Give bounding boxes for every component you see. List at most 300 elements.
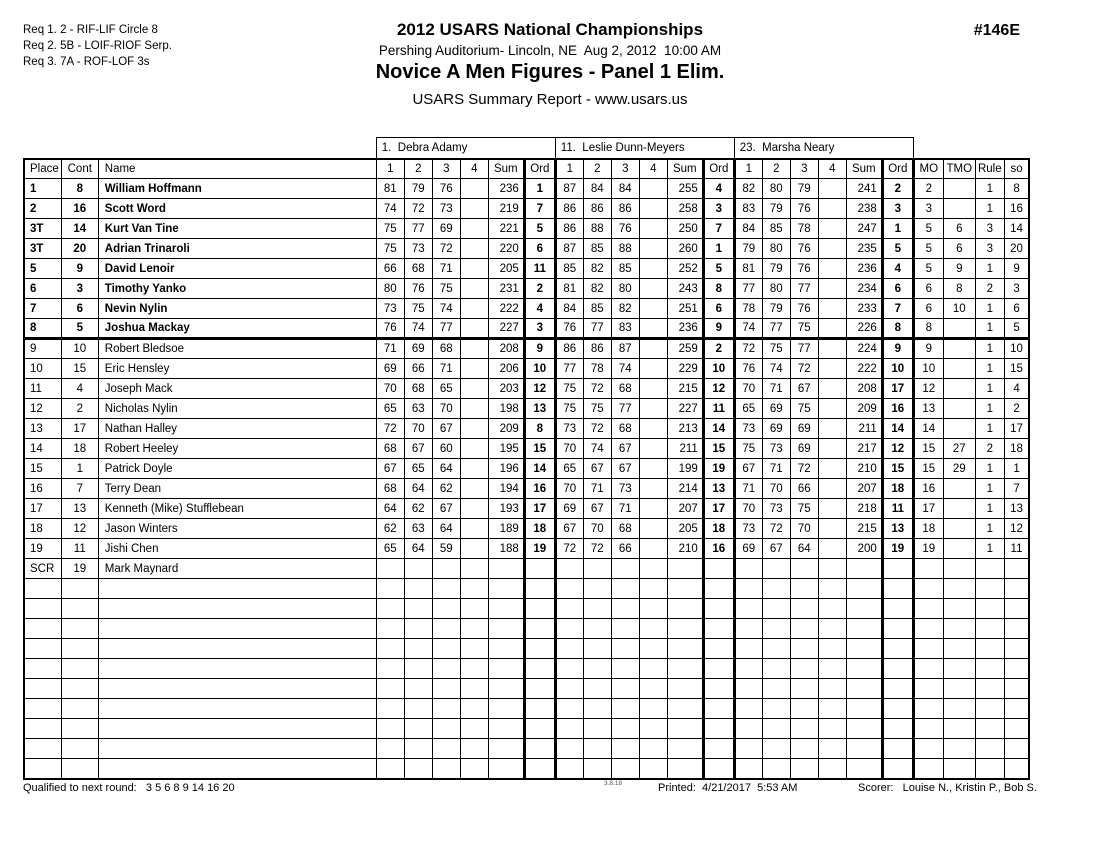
judge2-ordinal-cell <box>703 639 734 659</box>
judge3-ordinal-cell: 12 <box>882 439 913 459</box>
judge3-score-2-cell <box>762 659 790 679</box>
judge1-score-2-cell: 69 <box>404 339 432 359</box>
judge3-score-4-cell <box>818 399 846 419</box>
judge3-score-2-cell <box>762 579 790 599</box>
judge2-ordinal-cell <box>703 619 734 639</box>
judge2-score-3-cell: 71 <box>611 499 639 519</box>
name-cell: Robert Bledsoe <box>98 339 376 359</box>
judge2-ordinal-cell: 19 <box>703 459 734 479</box>
judge1-score-1-cell: 66 <box>376 259 404 279</box>
qualified-next-round: Qualified to next round: 3 5 6 8 9 14 16 20 <box>23 782 235 794</box>
result-row <box>24 439 1029 459</box>
judge-name-header-1: 1. Debra Adamy <box>376 138 555 159</box>
judge3-score-3-cell: 64 <box>790 539 818 559</box>
place-cell: 7 <box>24 299 61 319</box>
mo-cell: 19 <box>913 539 943 559</box>
rule-cell: 2 <box>975 439 1004 459</box>
judge3-ordinal-cell <box>882 619 913 639</box>
so-cell: 7 <box>1004 479 1029 499</box>
contestant-number-cell <box>61 599 98 619</box>
name-cell: Jason Winters <box>98 519 376 539</box>
judge1-score-1-cell: 68 <box>376 439 404 459</box>
judge2-score-4-cell <box>639 199 667 219</box>
judge1-ordinal-cell: 5 <box>524 219 555 239</box>
judge3-sum-cell: 238 <box>846 199 882 219</box>
judge2-sum-cell: 260 <box>667 239 703 259</box>
judge3-score-1-cell <box>734 659 762 679</box>
judge2-sum-cell <box>667 559 703 579</box>
judge2-score-1-cell <box>555 679 583 699</box>
judge2-score-4-cell <box>639 539 667 559</box>
judge3-score-3-cell <box>790 579 818 599</box>
tmo-cell <box>943 479 975 499</box>
judge3-score-4-cell <box>818 319 846 339</box>
result-row <box>24 399 1029 419</box>
requirement-line-3: Req 3. 7A - ROF-LOF 3s <box>23 56 150 68</box>
judge2-sum-cell: 229 <box>667 359 703 379</box>
judge2-score-2-cell: 78 <box>583 359 611 379</box>
mo-cell <box>913 579 943 599</box>
empty-row <box>24 739 1029 759</box>
judge1-ordinal-cell <box>524 719 555 739</box>
contestant-number-cell: 17 <box>61 419 98 439</box>
judge3-score-1-cell: 77 <box>734 279 762 299</box>
judge3-score-4-cell <box>818 599 846 619</box>
contestant-number-cell: 4 <box>61 379 98 399</box>
judge1-score-1-cell: 69 <box>376 359 404 379</box>
judge2-score-3-cell: 83 <box>611 319 639 339</box>
judge3-sum-cell: 222 <box>846 359 882 379</box>
judge2-score-4-cell <box>639 639 667 659</box>
judge3-score-2-cell: 69 <box>762 399 790 419</box>
name-cell <box>98 599 376 619</box>
judge2-score-3-cell <box>611 579 639 599</box>
judge3-sum-cell <box>846 719 882 739</box>
judge2-score-1-cell: 85 <box>555 259 583 279</box>
judge2-sum-cell <box>667 699 703 719</box>
judge2-ordinal-cell <box>703 599 734 619</box>
judge3-score-3-cell: 77 <box>790 279 818 299</box>
venue-date-line: Pershing Auditorium- Lincoln, NE Aug 2, 2012 10:00 AM <box>378 43 722 58</box>
rule-cell: 1 <box>975 459 1004 479</box>
judge2-score-4-cell <box>639 559 667 579</box>
judge1-score-4-cell <box>460 259 488 279</box>
judge1-sum-cell: 208 <box>488 339 524 359</box>
judge2-score-3-cell: 87 <box>611 339 639 359</box>
judge1-score-3-cell: 70 <box>432 399 460 419</box>
place-cell <box>24 599 61 619</box>
rule-cell <box>975 739 1004 759</box>
judge3-ordinal-cell: 15 <box>882 459 913 479</box>
rule-cell: 1 <box>975 199 1004 219</box>
judge1-score-1-cell <box>376 719 404 739</box>
judge3-score-1-cell <box>734 759 762 779</box>
judge3-score-1-cell <box>734 639 762 659</box>
judge2-score-3-cell <box>611 719 639 739</box>
column-header-row <box>24 159 1029 179</box>
contestant-number-cell <box>61 699 98 719</box>
judge2-score-4-cell <box>639 439 667 459</box>
judge3-score-3-cell <box>790 719 818 739</box>
empty-row <box>24 599 1029 619</box>
judge1-sum-cell: 203 <box>488 379 524 399</box>
judge1-score-2-cell: 72 <box>404 199 432 219</box>
column-header-judge1-2: 2 <box>404 159 432 179</box>
judge1-score-3-cell: 59 <box>432 539 460 559</box>
judge3-score-2-cell: 67 <box>762 539 790 559</box>
judge2-ordinal-cell: 13 <box>703 479 734 499</box>
result-row <box>24 479 1029 499</box>
name-cell: Kurt Van Tine <box>98 219 376 239</box>
judge1-sum-cell <box>488 619 524 639</box>
judge1-score-1-cell <box>376 619 404 639</box>
result-row <box>24 299 1029 319</box>
judge1-score-1-cell: 74 <box>376 199 404 219</box>
place-cell <box>24 679 61 699</box>
mo-cell: 5 <box>913 239 943 259</box>
judge3-sum-cell: 215 <box>846 519 882 539</box>
judge3-score-1-cell <box>734 679 762 699</box>
judge2-score-3-cell: 82 <box>611 299 639 319</box>
result-row <box>24 419 1029 439</box>
judge1-sum-cell <box>488 599 524 619</box>
result-row <box>24 539 1029 559</box>
rule-cell <box>975 579 1004 599</box>
tmo-cell: 6 <box>943 239 975 259</box>
rule-cell <box>975 699 1004 719</box>
contestant-number-cell: 5 <box>61 319 98 339</box>
column-header-judge3-1: 1 <box>734 159 762 179</box>
results-table-wrap <box>23 137 1030 780</box>
mo-cell <box>913 559 943 579</box>
judge2-score-4-cell <box>639 679 667 699</box>
judge3-score-1-cell: 75 <box>734 439 762 459</box>
judge2-score-1-cell: 73 <box>555 419 583 439</box>
judge1-score-1-cell <box>376 759 404 779</box>
contestant-number-cell <box>61 639 98 659</box>
contestant-number-cell <box>61 759 98 779</box>
mo-cell <box>913 639 943 659</box>
name-cell <box>98 639 376 659</box>
place-cell: 3T <box>24 219 61 239</box>
judge2-ordinal-cell: 14 <box>703 419 734 439</box>
judge1-sum-cell <box>488 719 524 739</box>
judge3-score-4-cell <box>818 499 846 519</box>
judge2-score-2-cell: 72 <box>583 539 611 559</box>
judge2-score-2-cell: 85 <box>583 299 611 319</box>
result-row <box>24 319 1029 339</box>
judge1-score-2-cell <box>404 619 432 639</box>
judge3-score-2-cell: 80 <box>762 179 790 199</box>
judge3-score-1-cell: 73 <box>734 519 762 539</box>
contestant-number-cell: 14 <box>61 219 98 239</box>
judge1-score-3-cell: 62 <box>432 479 460 499</box>
judge3-score-1-cell: 69 <box>734 539 762 559</box>
judge3-score-1-cell <box>734 739 762 759</box>
tmo-cell <box>943 719 975 739</box>
judge3-score-2-cell: 71 <box>762 379 790 399</box>
judge2-ordinal-cell: 17 <box>703 499 734 519</box>
judge3-score-1-cell <box>734 619 762 639</box>
so-cell: 5 <box>1004 319 1029 339</box>
contestant-number-cell: 3 <box>61 279 98 299</box>
so-cell: 9 <box>1004 259 1029 279</box>
judge2-score-1-cell: 77 <box>555 359 583 379</box>
result-row <box>24 379 1029 399</box>
judge2-score-2-cell <box>583 639 611 659</box>
judge2-score-1-cell <box>555 619 583 639</box>
judge2-score-4-cell <box>639 359 667 379</box>
judge1-sum-cell <box>488 559 524 579</box>
so-cell <box>1004 579 1029 599</box>
result-row <box>24 199 1029 219</box>
judge3-score-3-cell: 69 <box>790 419 818 439</box>
judge1-ordinal-cell <box>524 579 555 599</box>
contestant-number-cell: 6 <box>61 299 98 319</box>
judge2-score-2-cell: 75 <box>583 399 611 419</box>
judge2-score-2-cell: 72 <box>583 419 611 439</box>
judge1-score-2-cell <box>404 599 432 619</box>
judge3-sum-cell: 233 <box>846 299 882 319</box>
judge1-score-1-cell: 76 <box>376 319 404 339</box>
column-header-mo: MO <box>913 159 943 179</box>
mo-cell: 15 <box>913 459 943 479</box>
judge3-ordinal-cell <box>882 699 913 719</box>
judge3-score-1-cell: 81 <box>734 259 762 279</box>
judge3-score-2-cell: 80 <box>762 239 790 259</box>
judge1-score-4-cell <box>460 659 488 679</box>
judge-name-header-2: 11. Leslie Dunn-Meyers <box>555 138 734 159</box>
judge3-score-2-cell: 80 <box>762 279 790 299</box>
judge1-score-3-cell <box>432 759 460 779</box>
column-header-rule: Rule <box>975 159 1004 179</box>
judge1-ordinal-cell: 8 <box>524 419 555 439</box>
empty-row <box>24 619 1029 639</box>
judge3-score-1-cell: 82 <box>734 179 762 199</box>
judge2-score-2-cell: 85 <box>583 239 611 259</box>
judge3-sum-cell <box>846 579 882 599</box>
judge2-score-3-cell: 80 <box>611 279 639 299</box>
judge2-score-2-cell <box>583 759 611 779</box>
judge3-score-4-cell <box>818 719 846 739</box>
rule-cell: 1 <box>975 259 1004 279</box>
tmo-cell <box>943 359 975 379</box>
rule-cell <box>975 599 1004 619</box>
judge3-score-2-cell <box>762 599 790 619</box>
judge3-ordinal-cell: 18 <box>882 479 913 499</box>
name-cell: Scott Word <box>98 199 376 219</box>
place-cell: 9 <box>24 339 61 359</box>
column-header-so: so <box>1004 159 1029 179</box>
judge1-score-2-cell: 64 <box>404 479 432 499</box>
empty-row <box>24 639 1029 659</box>
judge3-score-3-cell: 76 <box>790 239 818 259</box>
judge1-score-1-cell <box>376 679 404 699</box>
judge2-sum-cell: 250 <box>667 219 703 239</box>
judge2-sum-cell: 258 <box>667 199 703 219</box>
judge3-score-3-cell <box>790 619 818 639</box>
judge1-sum-cell: 227 <box>488 319 524 339</box>
judge2-score-4-cell <box>639 719 667 739</box>
rule-cell <box>975 559 1004 579</box>
judge2-sum-cell: 214 <box>667 479 703 499</box>
judge1-sum-cell: 196 <box>488 459 524 479</box>
judge1-sum-cell <box>488 699 524 719</box>
result-row <box>24 359 1029 379</box>
judge1-score-4-cell <box>460 639 488 659</box>
judge1-sum-cell <box>488 659 524 679</box>
judge1-score-2-cell: 65 <box>404 459 432 479</box>
name-cell: Nathan Halley <box>98 419 376 439</box>
judge3-score-3-cell: 70 <box>790 519 818 539</box>
judge1-ordinal-cell: 3 <box>524 319 555 339</box>
rule-cell <box>975 659 1004 679</box>
judge3-score-2-cell: 73 <box>762 499 790 519</box>
requirement-line-1: Req 1. 2 - RIF-LIF Circle 8 <box>23 24 158 36</box>
judge1-score-4-cell <box>460 539 488 559</box>
name-cell: Patrick Doyle <box>98 459 376 479</box>
judge1-ordinal-cell <box>524 739 555 759</box>
judge-name-header-3: 23. Marsha Neary <box>734 138 913 159</box>
judge3-score-4-cell <box>818 459 846 479</box>
judge3-score-2-cell: 77 <box>762 319 790 339</box>
tmo-cell: 27 <box>943 439 975 459</box>
rule-cell: 1 <box>975 539 1004 559</box>
rule-cell: 2 <box>975 279 1004 299</box>
results-table <box>23 137 1030 780</box>
place-cell: 19 <box>24 539 61 559</box>
place-cell: 3T <box>24 239 61 259</box>
so-cell <box>1004 679 1029 699</box>
judge1-score-2-cell: 66 <box>404 359 432 379</box>
judge3-score-1-cell: 71 <box>734 479 762 499</box>
judge1-score-4-cell <box>460 379 488 399</box>
judge1-sum-cell: 220 <box>488 239 524 259</box>
judge1-sum-cell: 194 <box>488 479 524 499</box>
empty-row <box>24 719 1029 739</box>
tmo-cell <box>943 399 975 419</box>
judge1-sum-cell: 193 <box>488 499 524 519</box>
judge2-score-3-cell <box>611 639 639 659</box>
judge1-score-3-cell <box>432 719 460 739</box>
judge2-score-3-cell: 73 <box>611 479 639 499</box>
judge3-score-4-cell <box>818 439 846 459</box>
judge3-ordinal-cell <box>882 579 913 599</box>
judge2-sum-cell: 251 <box>667 299 703 319</box>
result-row <box>24 519 1029 539</box>
judge3-score-2-cell: 85 <box>762 219 790 239</box>
judge2-ordinal-cell: 5 <box>703 259 734 279</box>
judge2-score-2-cell: 67 <box>583 499 611 519</box>
judge1-ordinal-cell <box>524 639 555 659</box>
judge3-ordinal-cell: 4 <box>882 259 913 279</box>
judge1-sum-cell <box>488 679 524 699</box>
judge3-score-1-cell: 67 <box>734 459 762 479</box>
judge1-score-4-cell <box>460 579 488 599</box>
judge2-score-2-cell: 82 <box>583 259 611 279</box>
place-cell: 2 <box>24 199 61 219</box>
judge2-score-1-cell: 75 <box>555 379 583 399</box>
judge2-score-2-cell <box>583 719 611 739</box>
judge2-score-2-cell <box>583 739 611 759</box>
judge3-sum-cell: 209 <box>846 399 882 419</box>
tmo-cell <box>943 499 975 519</box>
judge2-ordinal-cell: 2 <box>703 339 734 359</box>
place-cell: SCR <box>24 559 61 579</box>
judge3-sum-cell <box>846 659 882 679</box>
judge3-sum-cell: 211 <box>846 419 882 439</box>
judge3-sum-cell: 200 <box>846 539 882 559</box>
tmo-cell <box>943 599 975 619</box>
judge3-score-4-cell <box>818 619 846 639</box>
judge2-sum-cell: 207 <box>667 499 703 519</box>
judge1-ordinal-cell: 7 <box>524 199 555 219</box>
column-header-judge2-sum: Sum <box>667 159 703 179</box>
judge1-sum-cell: 195 <box>488 439 524 459</box>
judge3-score-1-cell <box>734 599 762 619</box>
name-cell: Robert Heeley <box>98 439 376 459</box>
judge1-ordinal-cell: 10 <box>524 359 555 379</box>
judge1-score-4-cell <box>460 319 488 339</box>
judge1-score-3-cell: 67 <box>432 419 460 439</box>
result-row <box>24 219 1029 239</box>
judge2-sum-cell: 255 <box>667 179 703 199</box>
judge1-score-2-cell <box>404 699 432 719</box>
tmo-cell: 9 <box>943 259 975 279</box>
so-cell <box>1004 719 1029 739</box>
judge2-score-4-cell <box>639 279 667 299</box>
judge1-sum-cell <box>488 579 524 599</box>
rule-cell: 1 <box>975 319 1004 339</box>
name-cell <box>98 699 376 719</box>
column-header-judge3-ord: Ord <box>882 159 913 179</box>
judge1-sum-cell: 231 <box>488 279 524 299</box>
judge2-score-3-cell: 66 <box>611 539 639 559</box>
judge1-score-4-cell <box>460 179 488 199</box>
judge2-score-2-cell: 77 <box>583 319 611 339</box>
judge1-ordinal-cell: 4 <box>524 299 555 319</box>
judge1-ordinal-cell: 16 <box>524 479 555 499</box>
judge3-sum-cell: 235 <box>846 239 882 259</box>
judge2-score-1-cell: 86 <box>555 199 583 219</box>
rule-cell: 3 <box>975 219 1004 239</box>
judge3-score-2-cell: 70 <box>762 479 790 499</box>
column-header-judge1-3: 3 <box>432 159 460 179</box>
judge3-ordinal-cell <box>882 639 913 659</box>
mo-cell: 3 <box>913 199 943 219</box>
judge3-score-3-cell: 67 <box>790 379 818 399</box>
judge1-sum-cell: 222 <box>488 299 524 319</box>
requirement-line-2: Req 2. 5B - LOIF-RIOF Serp. <box>23 40 172 52</box>
judge3-score-1-cell: 65 <box>734 399 762 419</box>
judge1-ordinal-cell: 15 <box>524 439 555 459</box>
judge2-score-3-cell <box>611 699 639 719</box>
judge2-ordinal-cell <box>703 579 734 599</box>
rule-cell: 3 <box>975 239 1004 259</box>
judge2-score-4-cell <box>639 339 667 359</box>
judge2-ordinal-cell: 18 <box>703 519 734 539</box>
rule-cell: 1 <box>975 419 1004 439</box>
column-header-tmo: TMO <box>943 159 975 179</box>
judge3-score-1-cell: 72 <box>734 339 762 359</box>
contestant-number-cell <box>61 679 98 699</box>
judge3-score-4-cell <box>818 199 846 219</box>
mo-cell: 6 <box>913 279 943 299</box>
tmo-cell <box>943 699 975 719</box>
place-cell: 15 <box>24 459 61 479</box>
judge1-score-3-cell: 73 <box>432 199 460 219</box>
judge3-ordinal-cell: 19 <box>882 539 913 559</box>
